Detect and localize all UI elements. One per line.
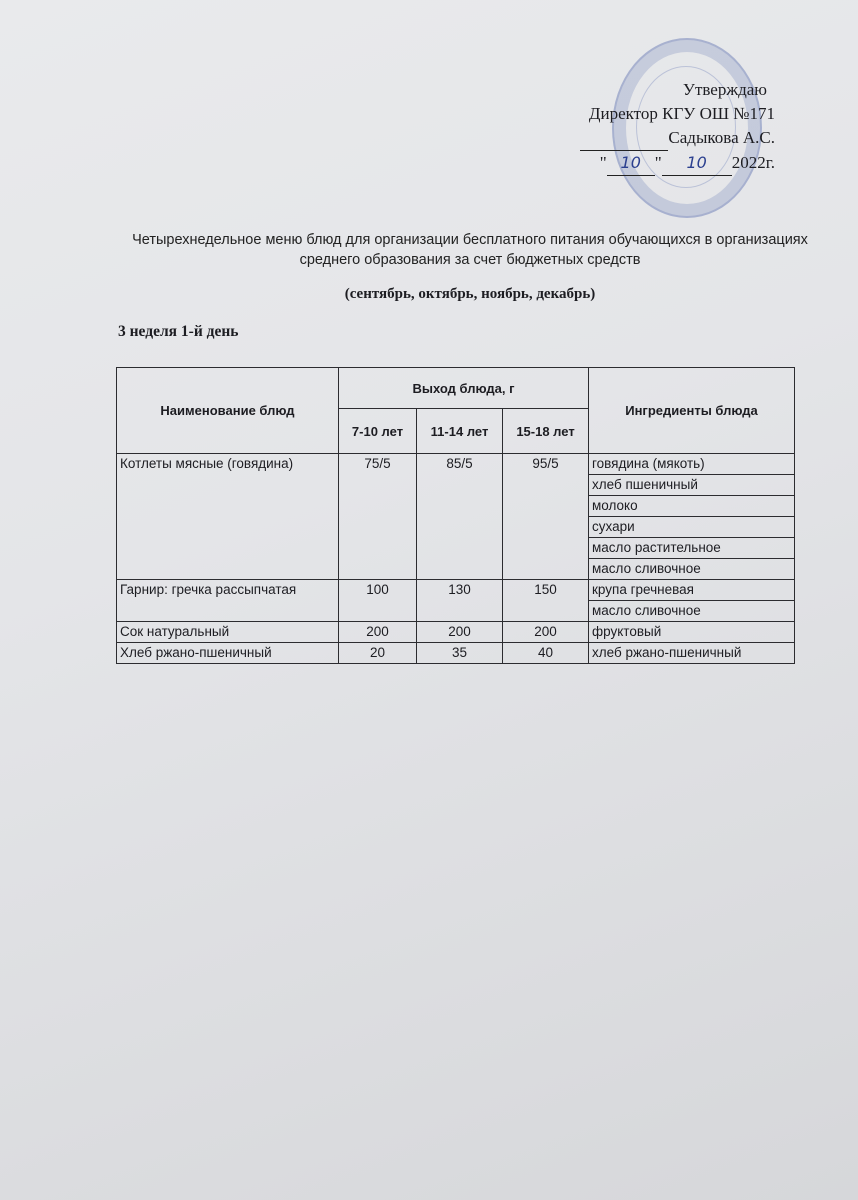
ingredient: хлеб пшеничный	[589, 475, 795, 496]
ingredient: молоко	[589, 496, 795, 517]
dish-name: Гарнир: гречка рассыпчатая	[117, 580, 339, 622]
ingredient: масло растительное	[589, 538, 795, 559]
ingredient: сухари	[589, 517, 795, 538]
table-row	[117, 580, 795, 601]
yield-7-10: 200	[339, 622, 417, 643]
date-day: 10	[620, 153, 641, 172]
approval-title: Утверждаю	[682, 80, 767, 99]
menu-table	[116, 367, 795, 664]
yield-15-18: 200	[503, 622, 589, 643]
header-age-11-14: 11-14 лет	[417, 409, 503, 454]
yield-15-18: 40	[503, 643, 589, 664]
dish-name: Котлеты мясные (говядина)	[117, 454, 339, 580]
dish-name: Хлеб ржано-пшеничный	[117, 643, 339, 664]
yield-7-10: 75/5	[339, 454, 417, 580]
day-heading: 3 неделя 1-й день	[118, 323, 239, 340]
ingredient: крупа гречневая	[589, 580, 795, 601]
ingredient: фруктовый	[589, 622, 795, 643]
table-row	[117, 643, 795, 664]
ingredient: говядина (мякоть)	[589, 454, 795, 475]
yield-11-14: 130	[417, 580, 503, 622]
table-row	[117, 622, 795, 643]
approval-date: " 10 " 10 2022г.	[535, 151, 775, 176]
header-dish-name: Наименование блюд	[117, 368, 339, 454]
yield-7-10: 100	[339, 580, 417, 622]
header-ingredients: Ингредиенты блюда	[589, 368, 795, 454]
ingredient: хлеб ржано-пшеничный	[589, 643, 795, 664]
header-yield: Выход блюда, г	[339, 368, 589, 409]
yield-7-10: 20	[339, 643, 417, 664]
date-month: 10	[686, 153, 707, 172]
approval-signature-line	[535, 126, 775, 151]
approval-block	[535, 78, 775, 176]
date-year: 2022г.	[731, 153, 775, 172]
yield-15-18: 95/5	[503, 454, 589, 580]
ingredient: масло сливочное	[589, 559, 795, 580]
header-age-15-18: 15-18 лет	[503, 409, 589, 454]
ingredient: масло сливочное	[589, 601, 795, 622]
yield-15-18: 150	[503, 580, 589, 622]
dish-name: Сок натуральный	[117, 622, 339, 643]
approval-position: Директор КГУ ОШ №171	[588, 104, 775, 123]
document-subtitle: (сентябрь, октябрь, ноябрь, декабрь)	[344, 286, 596, 302]
yield-11-14: 200	[417, 622, 503, 643]
approval-name: Садыкова А.С.	[668, 128, 775, 147]
document-title: Четырехнедельное меню блюд для организации бесплатного питания обучающихся в организациях среднего образования за счет бюджетных средств	[132, 232, 808, 268]
table-row	[117, 454, 795, 475]
yield-11-14: 35	[417, 643, 503, 664]
header-age-7-10: 7-10 лет	[339, 409, 417, 454]
yield-11-14: 85/5	[417, 454, 503, 580]
